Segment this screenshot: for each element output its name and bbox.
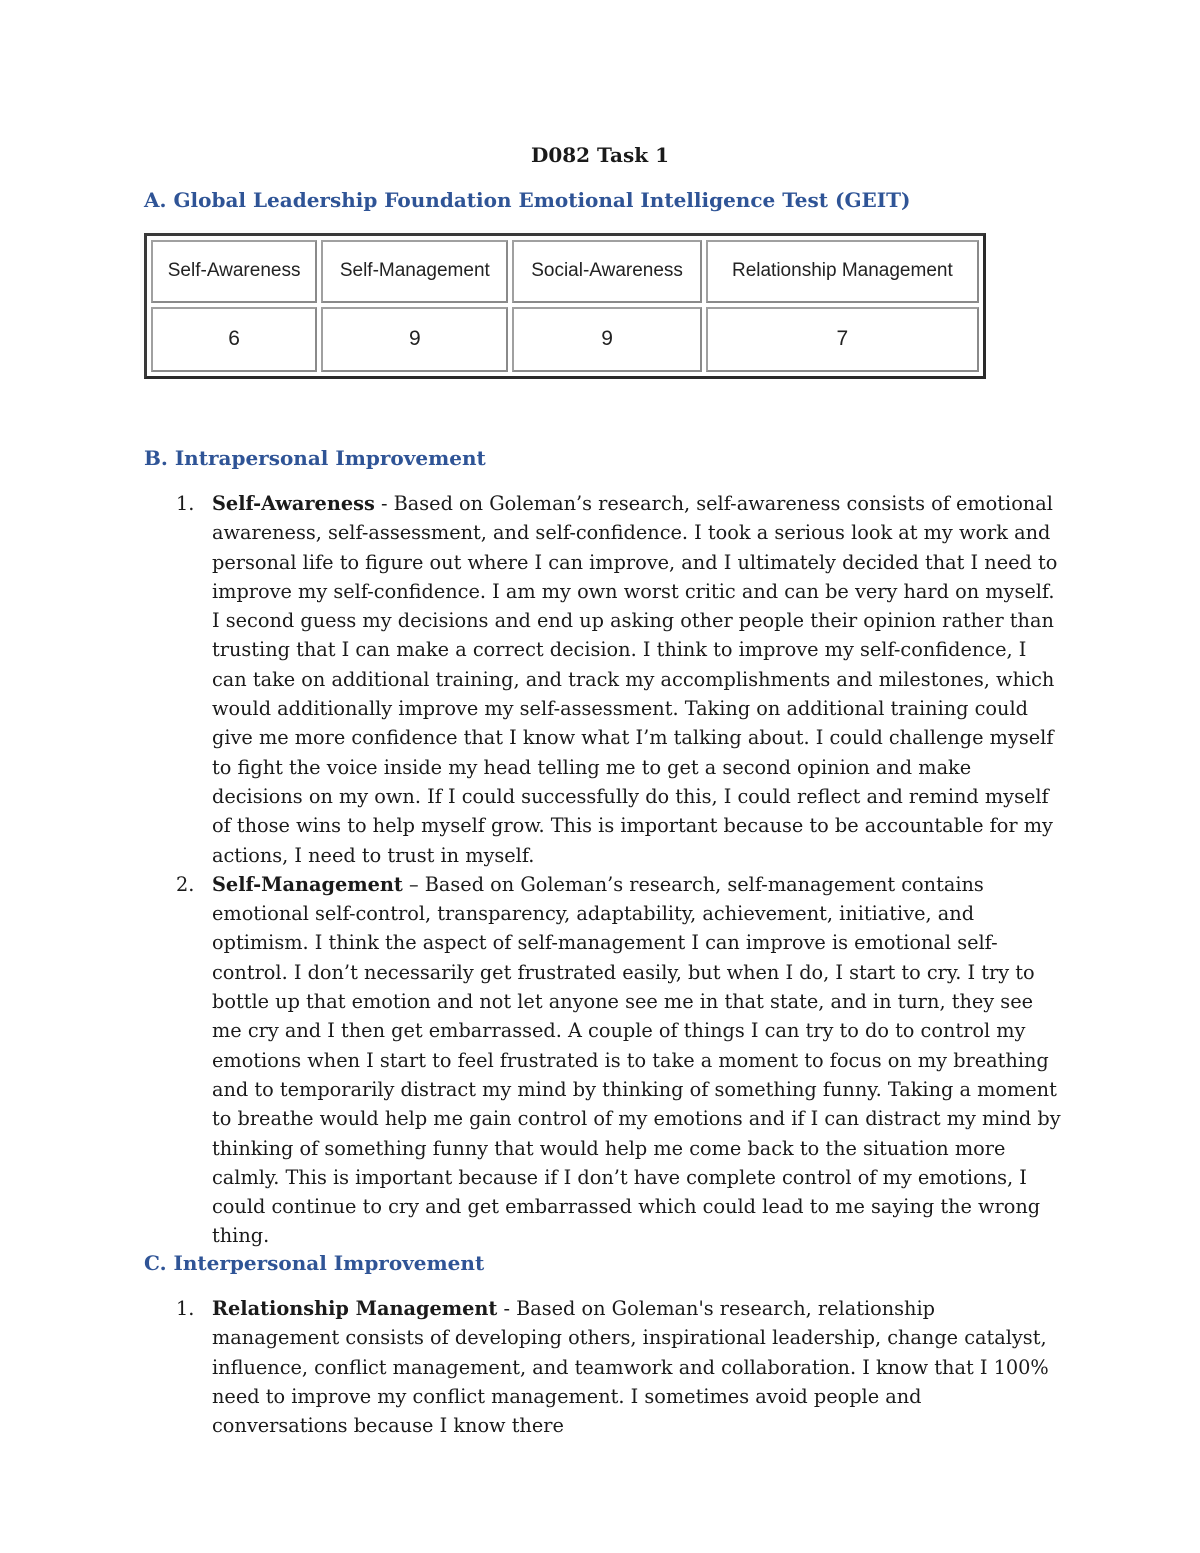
score-table-header-row [151,240,979,303]
score-relationship-management: 7 [706,307,979,372]
list-item-text: - Based on Goleman's research, relationship management consists of developing others, inspirational leadership, change catalyst, influence, conflict management, and teamwork and collaboration. I know that I 100% need to improve my conflict management. I sometimes avoid people and conversations because I know there [212,1297,1049,1438]
section-b-heading: B. Intrapersonal Improvement [144,446,486,470]
score-self-management: 9 [321,307,508,372]
score-table-grid [147,236,983,376]
score-social-awareness: 9 [512,307,701,372]
list-item-text: – Based on Goleman’s research, self-management contains emotional self-control, transparency, adaptability, achievement, initiative, and optimism. I think the aspect of self-management I can improve is emotional self-control. I don’t necessarily get frustrated easily, but when I do, I start to cry. I try to bottle up that emotion and not let anyone see me in that state, and in turn, they see me cry and I then get embarrassed. A couple of things I can try to do to control my emotions when I start to feel frustrated is to take a moment to focus on my breathing and to temporarily distract my mind by thinking of something funny. Taking a moment to breathe would help me gain control of my emotions and if I can distract my mind by thinking of something funny that would help me come back to the situation more calmly. This is important because if I don’t have complete control of my emotions, I could continue to cry and get embarrassed which could lead to me saying the wrong thing. [212,872,1061,1248]
list-item-term: Relationship Management [212,1297,498,1320]
header-social-awareness: Social-Awareness [512,240,701,303]
header-self-awareness: Self-Awareness [151,240,317,303]
interpersonal-list [176,1294,1062,1440]
list-item-term: Self-Management [212,872,403,896]
section-c-heading: C. Interpersonal Improvement [144,1251,485,1275]
list-item-self-awareness [176,489,1062,870]
score-self-awareness: 6 [151,307,317,372]
list-item-relationship-management [176,1294,1062,1440]
list-item-number: 1. [176,492,195,515]
list-item-term: Self-Awareness [212,492,375,515]
score-table-value-row [151,307,979,372]
list-item-number: 2. [176,872,195,896]
list-item-number: 1. [176,1297,195,1320]
geit-score-table [144,233,986,379]
header-self-management: Self-Management [321,240,508,303]
intrapersonal-list [176,489,1062,1251]
section-a-heading: A. Global Leadership Foundation Emotional Intelligence Test (GEIT) [144,188,911,212]
list-item-self-management [176,870,1062,1251]
document-title: D082 Task 1 [531,143,669,167]
list-item-text: - Based on Goleman’s research, self-awareness consists of emotional awareness, self-assessment, and self-confidence. I took a serious look at my work and personal life to figure out where I can improve, and I ultimately decided that I need to improve my self-confidence. I am my own worst critic and can be very hard on myself. I second guess my decisions and end up asking other people their opinion rather than trusting that I can make a correct decision. I think to improve my self-confidence, I can take on additional training, and track my accomplishments and milestones, which would additionally improve my self-assessment. Taking on additional training could give me more confidence that I know what I’m talking about. I could challenge myself to fight the voice inside my head telling me to get a second opinion and make decisions on my own. If I could successfully do this, I could reflect and remind myself of those wins to help myself grow. This is important because to be accountable for my actions, I need to trust in myself. [212,492,1058,867]
header-relationship-management: Relationship Management [706,240,979,303]
